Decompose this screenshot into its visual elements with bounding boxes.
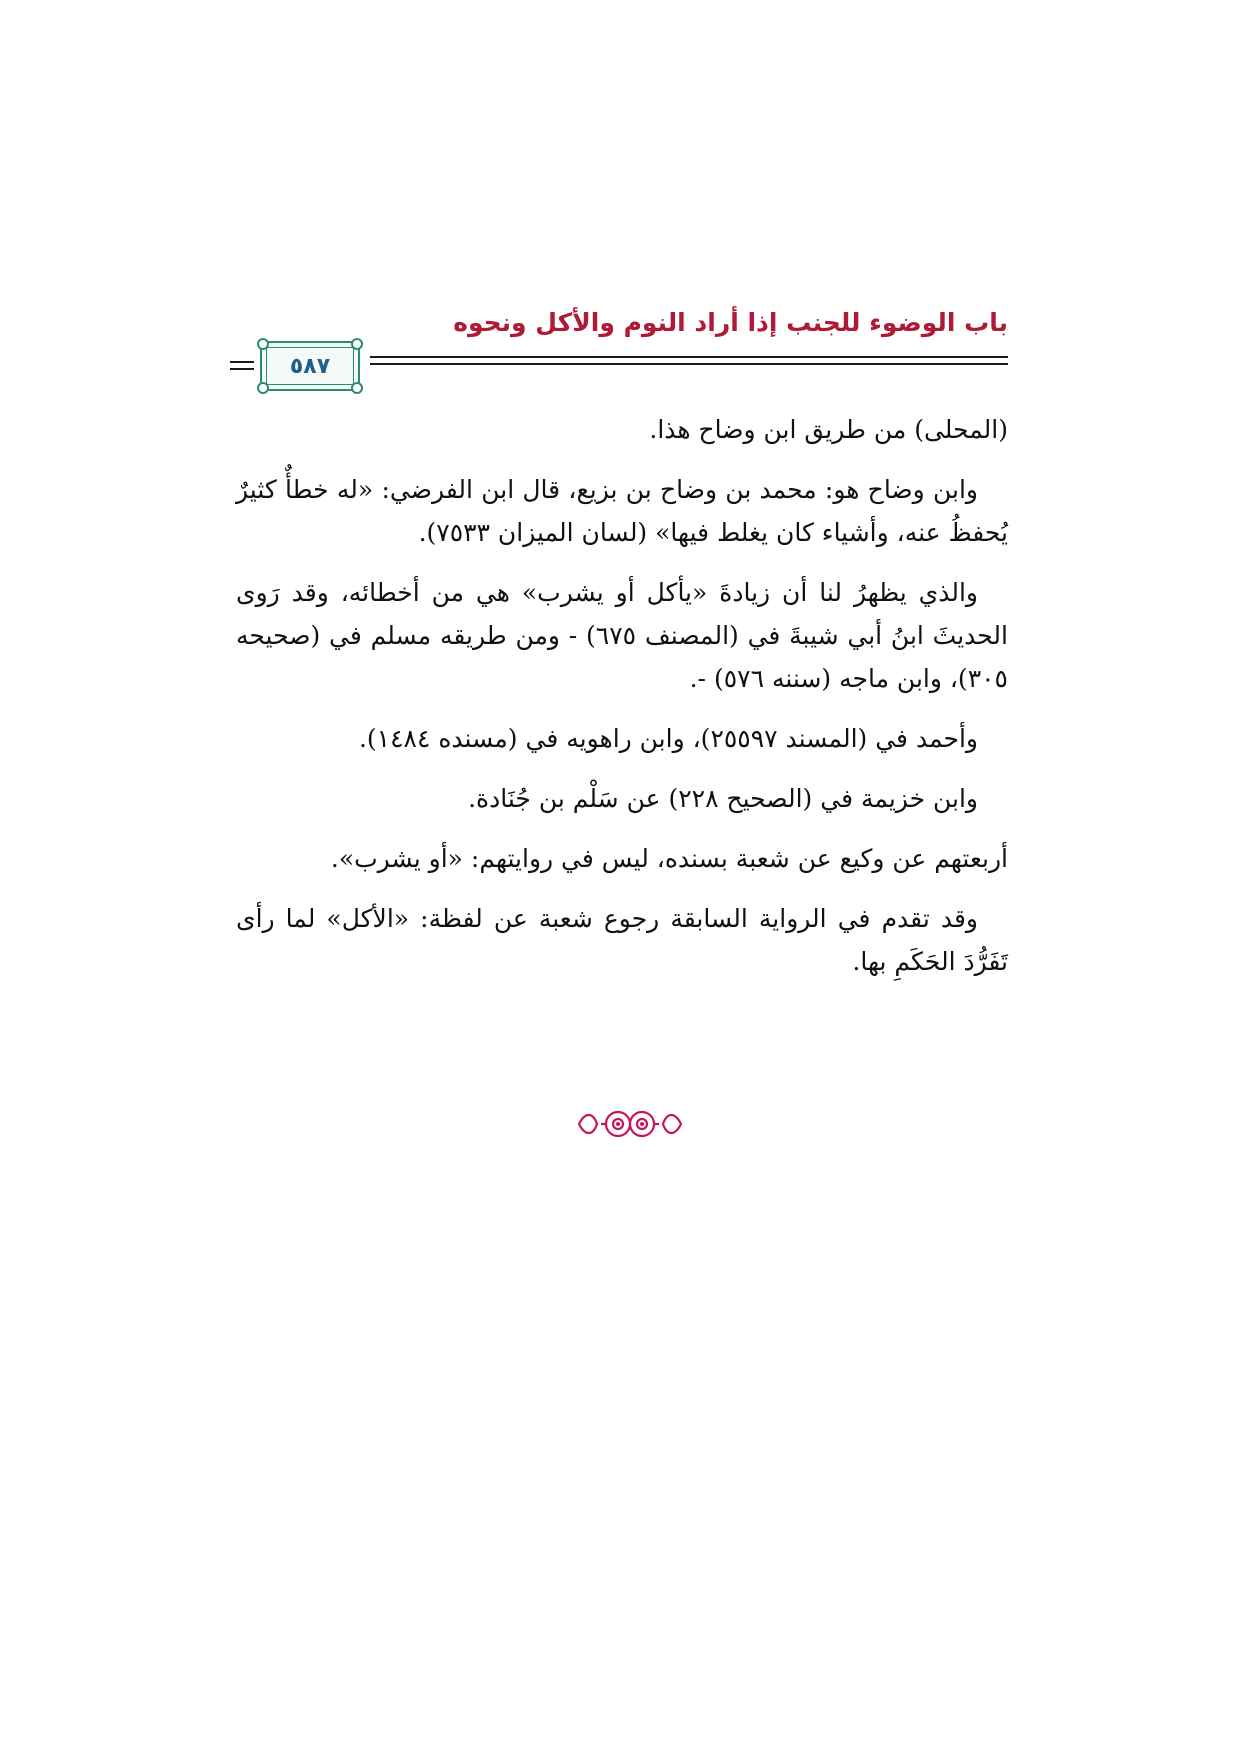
header-rule-right-bottom [370,363,1008,365]
floral-divider-icon [575,1106,685,1142]
page-number: ٥٨٧ [289,353,331,379]
header-rule-right-top [370,356,1008,358]
decorative-frame-icon [351,338,363,350]
decorative-frame-icon [257,338,269,350]
header-rule-left-bottom [230,368,254,370]
header-rule-left-top [230,361,254,363]
body-text [236,408,1008,1000]
page-header [230,308,1008,388]
decorative-frame-icon [257,382,269,394]
paragraph: وابن وضاح هو: محمد بن وضاح بن بزيع، قال ابن الفرضي: «له خطأٌ كثيرٌ يُحفظُ عنه، وأشياء كان يغلط فيها» (لسان الميزان ٧٥٣٣). [236,475,1008,547]
chapter-title: باب الوضوء للجنب إذا أراد النوم والأكل ونحوه [453,308,1008,337]
paragraph: أربعتهم عن وكيع عن شعبة بسنده، ليس في روايتهم: «أو يشرب». [330,844,1008,873]
paragraph: وقد تقدم في الرواية السابقة رجوع شعبة عن لفظة: «الأكل» لما رأى تَفَرُّدَ الحَكَمِ بها. [236,904,1008,976]
paragraph: (المحلى) من طريق ابن وضاح هذا. [649,415,1008,444]
paragraph: والذي يظهرُ لنا أن زيادةَ «يأكل أو يشرب» هي من أخطائه، وقد رَوى الحديثَ ابنُ أبي شيبةَ في (المصنف ٦٧٥) - ومن طريقه مسلم في (صحيحه ٣٠٥)، وابن ماجه (سننه ٥٧٦) -. [236,578,1008,693]
paragraph: وابن خزيمة في (الصحيح ٢٢٨) عن سَلْم بن جُنَادة. [468,784,978,813]
paragraph: وأحمد في (المسند ٢٥٥٩٧)، وابن راهويه في (مسنده ١٤٨٤). [358,724,978,753]
page-number-badge [260,341,360,391]
decorative-frame-icon [351,382,363,394]
